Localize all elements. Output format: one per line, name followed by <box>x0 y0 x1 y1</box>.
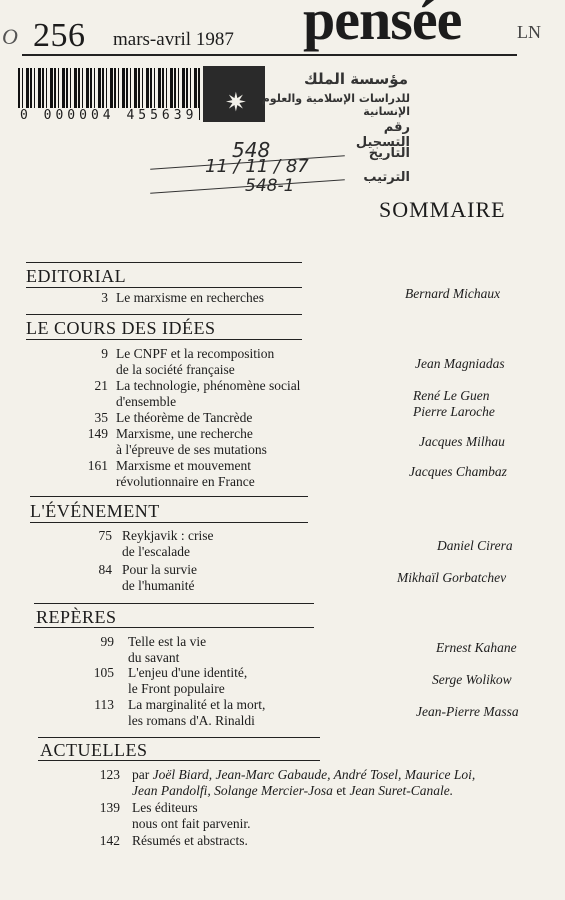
entry-page: 3 <box>101 290 108 305</box>
sommaire-heading: SOMMAIRE <box>379 197 506 222</box>
entry-authors-line2: Jean Pandolfi, Solange Mercier-Josa <box>132 783 333 798</box>
entry-title: Les éditeurs nous ont fait parvenir. <box>132 800 251 831</box>
entry-page: 35 <box>94 410 108 425</box>
entry-page: 9 <box>101 346 108 361</box>
entry-title: Reykjavik : crise de l'escalade <box>122 528 214 559</box>
entry-author: Jean Magniadas <box>415 356 505 371</box>
entry-title: Le CNPF et la recomposition de la société française <box>116 346 275 377</box>
entry-page: 161 <box>87 458 108 473</box>
edge-text: LN <box>517 22 541 42</box>
entry-author: Ernest Kahane <box>436 640 517 655</box>
entry-title: Le théorème de Tancrède <box>116 410 253 425</box>
entry-page: 21 <box>94 378 108 393</box>
entry-page: 149 <box>87 426 108 441</box>
entry-author: Mikhaïl Gorbatchev <box>397 570 507 585</box>
section-rule <box>30 496 308 497</box>
stamp-line2: للدراسات الإسلامية والعلوم الإنسانية <box>261 92 410 118</box>
entry-title: Pour la survie de l'humanité <box>122 562 197 593</box>
section-title-editorial: EDITORIAL <box>26 266 127 286</box>
section-rule <box>26 287 302 288</box>
entry-title: Marxisme, une recherche à l'épreuve de ses mutations <box>116 426 267 457</box>
stamp-registration-value: 548 <box>232 138 271 162</box>
entry-title: L'enjeu d'une identité, le Front populaire <box>128 665 248 696</box>
section-rule <box>34 627 314 628</box>
entry-title: La technologie, phénomène social d'ensemble <box>116 378 301 409</box>
issue-number: 256 <box>33 17 86 54</box>
section-rule <box>38 737 320 738</box>
entry-page: 139 <box>99 800 120 815</box>
entry-title: Telle est la vie du savant <box>128 634 207 665</box>
entry-author: Jacques Chambaz <box>409 464 507 479</box>
margin-mark: O <box>2 24 18 49</box>
section-title-evenement: L'ÉVÉNEMENT <box>30 501 160 521</box>
entry-title-actuelles <box>132 767 475 783</box>
entry-title: Résumés et abstracts. <box>132 833 248 848</box>
entry-title: La marginalité et la mort, les romans d'A. Rinaldi <box>128 697 266 728</box>
stamp-label-registration: رقم التسجيل <box>355 120 410 150</box>
stamp-label-date: التاريخ <box>368 146 410 161</box>
entry-title: Le marxisme en recherches <box>116 290 265 305</box>
entry-author: Jacques Milhau <box>419 434 505 449</box>
entry-page: 142 <box>99 833 120 848</box>
section-title-actuelles: ACTUELLES <box>40 740 148 760</box>
entry-author: Bernard Michaux <box>405 286 501 301</box>
section-rule <box>38 760 320 761</box>
entry-author: René Le Guen <box>413 388 490 403</box>
section-rule <box>34 603 314 604</box>
barcode-number: 0 000004 455639 <box>20 108 198 123</box>
entry-title: Marxisme et mouvement révolutionnaire en France <box>116 458 255 489</box>
section-rule <box>26 339 302 340</box>
entry-author: Daniel Cirera <box>437 538 513 553</box>
section-rule <box>26 314 302 315</box>
section-rule <box>26 262 302 263</box>
section-rule <box>30 522 308 523</box>
stamp-date-value: 11 / 11 / 87 <box>205 156 309 177</box>
entry-authors-last: Jean Suret-Canale. <box>349 783 454 798</box>
entry-title-actuelles-cont <box>132 783 453 799</box>
entry-page: 113 <box>94 697 114 712</box>
entry-page: 123 <box>99 767 120 782</box>
issue-date: mars-avril 1987 <box>113 29 234 50</box>
entry-page: 99 <box>100 634 114 649</box>
star-emblem-icon: ✷ <box>225 88 247 118</box>
section-title-reperes: REPÈRES <box>36 607 117 627</box>
stamp-order-value: 548-1 <box>245 176 295 196</box>
journal-title: pensée <box>303 0 462 52</box>
entry-page: 75 <box>98 528 112 543</box>
entry-authors-line1: Joël Biard, Jean-Marc Gabaude, André Tosel, Maurice Loi, <box>152 767 476 782</box>
entry-page: 84 <box>98 562 112 577</box>
stamp-line1: مؤسسة الملك <box>304 70 408 88</box>
entry-author: Jean-Pierre Massa <box>416 704 519 719</box>
stamp-label-order: الترتيب <box>363 170 410 185</box>
header-rule <box>22 54 517 56</box>
entry-author: Pierre Laroche <box>413 404 495 419</box>
entry-author: Serge Wolikow <box>432 672 512 687</box>
entry-joiner: et <box>336 783 347 798</box>
entry-page: 105 <box>93 665 114 680</box>
entry-prefix: par <box>132 767 150 782</box>
section-title-cours-des-idees: LE COURS DES IDÉES <box>26 318 216 338</box>
